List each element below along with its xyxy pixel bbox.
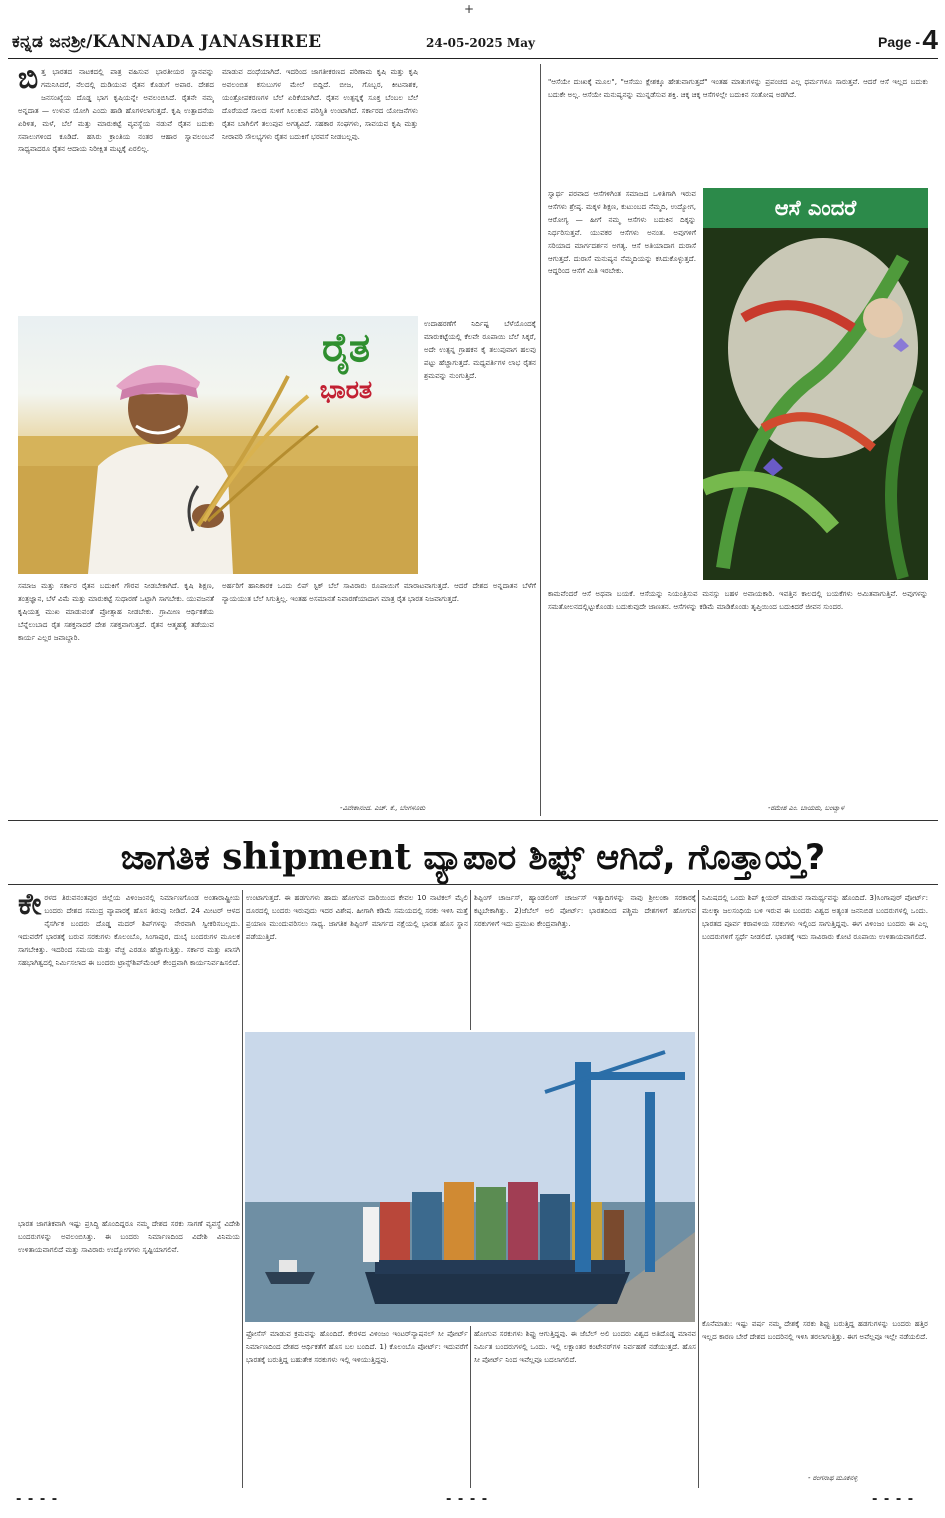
- newspaper-title: ಕನ್ನಡ ಜನಶ್ರೀ/KANNADA JANASHREE: [12, 32, 322, 52]
- issue-date: 24-05-2025 May: [426, 36, 535, 50]
- article-text: "ಆಸೆಯೇ ದುಃಖಕ್ಕೆ ಮೂಲ", "ಆಸೆಯು ಕ್ಲೇಶಕ್ಕೂ ಹೇತುವಾಗುತ್ತದೆ" ಇಂತಹ ಮಾತುಗಳನ್ನು ಪ್ರಪಂಚದ ಎಲ್ಲ ಧರ್ಮಗಳೂ ಸಾರುತ್ತವೆ. ಆದರೆ ಆಸೆ ಇಲ್ಲದ ಬದುಕು ಬದುಕೇ ಅಲ್ಲ. ಆಸೆಯೇ ಮನುಷ್ಯನನ್ನು ಮುನ್ನಡೆಸುವ ಶಕ್ತಿ. ಚಿಕ್ಕ ಚಿಕ್ಕ ಆಸೆಗಳಲ್ಲೇ ಬದುಕಿನ ಸಂತೋಷ ಅಡಗಿದೆ.: [548, 77, 928, 99]
- article-text: ಉದಾಹರಣೆಗೆ ನಿರ್ದಿಷ್ಟ ಬೆಳೆಯೊಂದಕ್ಕೆ ಮಾರುಕಟ್ಟೆಯಲ್ಲಿ ಕೆಲವೇ ರೂಪಾಯಿ ಬೆಲೆ ಸಿಕ್ಕರೆ, ಅದೇ ಉತ್ಪನ್ನ ಗ್ರಾಹಕನ ಕೈ ತಲುಪುವಾಗ ಹಲವು ಪಟ್ಟು ಹೆಚ್ಚಾಗುತ್ತದೆ. ಮಧ್ಯವರ್ತಿಗಳ ಲಾಭ ರೈತನ ಶ್ರಮವನ್ನು ನುಂಗುತ್ತಿದೆ.: [424, 319, 536, 380]
- masthead-rule: [8, 58, 938, 59]
- headline-suffix: ವ್ಯಾಪಾರ ಶಿಫ್ಟ್ ಆಗಿದೆ, ಗೊತ್ತಾಯ್ತ?: [423, 838, 826, 878]
- shipment-headline: [8, 832, 938, 882]
- feature-title: [290, 324, 402, 408]
- farmer-article-byline: -ವಿವೇಕಾನಂದ. ಎಚ್. ಕೆ., ಬೆಂಗಳೂರು: [340, 804, 426, 812]
- column-divider: [698, 890, 699, 1488]
- feature-title-sub: ಭಾರತ: [319, 375, 373, 404]
- hope-article-column-left: [548, 188, 696, 588]
- section-divider: [8, 820, 938, 821]
- article-text: ನಿಮಿಷದಲ್ಲಿ ಒಂದು ಶಿಪ್ ಕ್ಲಿಯರ್ ಮಾಡುವ ಸಾಮರ್ಥ್ಯವನ್ನು ಹೊಂದಿದೆ. 3)ಸಿಂಗಾಪುರ್ ಪೋರ್ಟ್: ಮಲಕ್ಕಾ ಜಲಸಂಧಿಯ ಬಳಿ ಇರುವ ಈ ಬಂದರು ವಿಶ್ವದ ಅತ್ಯಂತ ಜನನಿಬಿಡ ಬಂದರುಗಳಲ್ಲಿ ಒಂದು. ಭಾರತದ ಪೂರ್ವ ಕರಾವಳಿಯ ಸರಕುಗಳು ಇಲ್ಲಿಂದ ಸಾಗುತ್ತಿದ್ದವು. ಈಗ ವಿಳಿಂಜಂ ಬಂದರು ಈ ಎಲ್ಲ ಬಂದರುಗಳಿಗೆ ಸ್ಪರ್ಧೆ ನೀಡಲಿದೆ. ಭಾರತಕ್ಕೆ ಇದು ಸಾವಿರಾರು ಕೋಟಿ ರೂಪಾಯಿ ಉಳಿತಾಯವಾಗಲಿದೆ.: [702, 893, 928, 941]
- footer-right-marks: - - - -: [872, 1492, 915, 1507]
- hope-illustration: [703, 228, 928, 580]
- farmer-article-column-2-bottom: [222, 580, 536, 798]
- container-ship-photo: [245, 1032, 695, 1322]
- article-text: ರಳದ ತಿರುವನಂತಪುರ ಜಿಲ್ಲೆಯ ವಿಳಿಂಜಂನಲ್ಲಿ ನಿರ್ಮಾಣಗೊಂಡ ಅಂತಾರಾಷ್ಟ್ರೀಯ ಬಂದರು ದೇಶದ ಸಮುದ್ರ ವ್ಯಾಪಾರಕ್ಕೆ ಹೊಸ ತಿರುವು ನೀಡಿದೆ. 24 ಮೀಟರ್ ಆಳದ ನೈಸರ್ಗಿಕ ಬಂದರು ದೊಡ್ಡ ಮದರ್ ಶಿಪ್‌ಗಳನ್ನು ನೇರವಾಗಿ ಸ್ವೀಕರಿಸಬಲ್ಲದು. ಇದುವರೆಗೆ ಭಾರತಕ್ಕೆ ಬರುವ ಸರಕುಗಳು ಕೊಲಂಬೊ, ಸಿಂಗಾಪುರ, ದುಬೈ ಬಂದರುಗಳ ಮೂಲಕ ಸಾಗಬೇಕಿತ್ತು. ಇದರಿಂದ ಸಮಯ ಮತ್ತು ವೆಚ್ಚ ಎರಡೂ ಹೆಚ್ಚಾಗುತ್ತಿತ್ತು. ಸರ್ಕಾರ ಮತ್ತು ಖಾಸಗಿ ಸಹಭಾಗಿತ್ವದಲ್ಲಿ ನಿರ್ಮಿಸಲಾದ ಈ ಬಂದರು ಟ್ರಾನ್ಸ್‌ಶಿಪ್‌ಮೆಂಟ್ ಕೇಂದ್ರವಾಗಿ ಕಾರ್ಯನಿರ್ವಹಿಸಲಿದೆ.: [18, 893, 240, 967]
- article-text: ಶಿಪ್ಪಿಂಗ್ ಚಾರ್ಜಸ್, ಹ್ಯಾಂಡಲಿಂಗ್ ಚಾರ್ಜಸ್ ಇತ್ಯಾದಿಗಳನ್ನು ನಾವು ಶ್ರೀಲಂಕಾ ಸರಕಾರಕ್ಕೆ ಕಟ್ಟಬೇಕಾಗಿತ್ತು. 2)ಜೆಬೆಲ್ ಅಲಿ ಪೋರ್ಟ್: ಭಾರತದಿಂದ ಪಶ್ಚಿಮ ದೇಶಗಳಿಗೆ ಹೋಗುವ ಸರಕುಗಳಿಗೆ ಇದು ಪ್ರಮುಖ ಕೇಂದ್ರವಾಗಿತ್ತು.: [474, 893, 696, 928]
- article-text: ಕಾಮವೆಂದರೆ ಆಸೆ ಅಥವಾ ಬಯಕೆ. ಆಸೆಯನ್ನು ನಿಯಂತ್ರಿಸುವ ಮನಸ್ಸು ಬಹಳ ಅವಾಯಕಾರಿ. ಇವತ್ತಿನ ಕಾಲದಲ್ಲಿ ಬಯಕೆಗಳು ಅಮಿತವಾಗುತ್ತಿವೆ. ಅವುಗಳನ್ನು ಸಮತೋಲನದಲ್ಲಿಟ್ಟುಕೊಂಡು ಬದುಕುವುದೇ ಜಾಣತನ. ಆಸೆಗಳನ್ನು ಕಡಿಮೆ ಮಾಡಿಕೊಂಡು ತೃಪ್ತಿಯಿಂದ ಬದುಕಿದರೆ ಜೀವನ ಸುಂದರ.: [548, 589, 928, 611]
- shipment-column-c: [474, 892, 696, 1026]
- article-text: ಉಂಟಾಗುತ್ತದೆ. ಈ ಹಡಗುಗಳು ಹಾದು ಹೋಗುವ ದಾರಿಯಿಂದ ಕೇವಲ 10 ನಾಟಿಕಲ್ ಮೈಲಿ ದೂರದಲ್ಲಿ ಬಂದರು ಇರುವುದು ಇದರ ವಿಶೇಷ. ಹೀಗಾಗಿ ಕಡಿಮೆ ಸಮಯದಲ್ಲಿ ಸರಕು ಇಳಿಸಿ ಮತ್ತೆ ಪ್ರಯಾಣ ಮುಂದುವರಿಸಲು ಸಾಧ್ಯ. ಜಾಗತಿಕ ಶಿಪ್ಪಿಂಗ್ ಮಾರ್ಗದ ನಕ್ಷೆಯಲ್ಲಿ ಭಾರತ ಹೊಸ ಸ್ಥಾನ ಪಡೆಯುತ್ತಿದೆ.: [246, 893, 468, 941]
- shipment-column-d: [702, 892, 928, 1312]
- shipment-column-c-bottom: [474, 1328, 696, 1488]
- farmer-article-column-2: [222, 66, 418, 314]
- feature-title-main: ರೈತ: [321, 325, 371, 371]
- farmer-article-column-1: [18, 66, 214, 314]
- column-divider: [540, 64, 541, 816]
- shipment-column-d-bottom: [702, 1318, 928, 1470]
- headline-latin: shipment: [222, 836, 412, 878]
- hope-banner-title: ಆಸೆ ಎಂದರೆ: [703, 188, 928, 228]
- farmer-article-column-1-bottom: [18, 580, 214, 812]
- page-label: Page -: [877, 34, 920, 50]
- article-text: ಭಾರತ ಜಾಗತಿಕವಾಗಿ ಇಷ್ಟು ಪ್ರಸಿದ್ಧಿ ಹೊಂದಿದ್ದರೂ ನಮ್ಮ ದೇಶದ ಸರಕು ಸಾಗಣೆ ವ್ಯವಸ್ಥೆ ವಿದೇಶಿ ಬಂದರುಗಳನ್ನು ಅವಲಂಬಿಸಿತ್ತು. ಈ ಬಂದರು ನಿರ್ಮಾಣದಿಂದ ವಿದೇಶಿ ವಿನಿಮಯ ಉಳಿತಾಯವಾಗಲಿದೆ ಮತ್ತು ಸಾವಿರಾರು ಉದ್ಯೋಗಗಳು ಸೃಷ್ಟಿಯಾಗಲಿವೆ.: [18, 1219, 240, 1254]
- headline-rule: [8, 884, 938, 885]
- article-text: ಹೋಗುವ ಸರಕುಗಳು ಶಿಫ್ಟು ಆಗುತ್ತಿದ್ದವು. ಈ ಜೆಬೆಲ್ ಅಲಿ ಬಂದರು ವಿಶ್ವದ ಅತಿದೊಡ್ಡ ಮಾನವ ನಿರ್ಮಿತ ಬಂದರುಗಳಲ್ಲಿ ಒಂದು. ಇಲ್ಲಿ ಲಕ್ಷಾಂತರ ಕಂಟೇನರ್‌ಗಳ ನಿರ್ವಹಣೆ ನಡೆಯುತ್ತದೆ. ಹೊಸ ಸೀ ಪೋರ್ಟ್ ನಿಂದ ಇವೆಲ್ಲವೂ ಬದಲಾಗಲಿದೆ.: [474, 1329, 696, 1364]
- hope-article-intro: [548, 76, 928, 186]
- registration-mark-icon: +: [464, 2, 475, 16]
- hope-article-byline: -ರಮೇಶ ಎಂ. ಬಾಯರು, ಬಂಟ್ವಾಳ: [768, 804, 845, 812]
- shipment-column-b-bottom: [246, 1328, 468, 1488]
- farmer-article-column-2-middle: [424, 318, 536, 588]
- footer-left-marks: - - - -: [16, 1492, 59, 1507]
- article-text: ಸಮಾಜ ಮತ್ತು ಸರ್ಕಾರ ರೈತನ ಬದುಕಿಗೆ ಗೌರವ ನೀಡಬೇಕಾಗಿದೆ. ಕೃಷಿ ಶಿಕ್ಷಣ, ತಂತ್ರಜ್ಞಾನ, ಬೆಳೆ ವಿಮೆ ಮತ್ತು ಮಾರುಕಟ್ಟೆ ಸುಧಾರಣೆ ಒಟ್ಟಾಗಿ ಸಾಗಬೇಕು. ಯುವಜನತೆ ಕೃಷಿಯತ್ತ ಮುಖ ಮಾಡುವಂತೆ ಪ್ರೋತ್ಸಾಹ ನೀಡಬೇಕು. ಗ್ರಾಮೀಣ ಆರ್ಥಿಕತೆಯ ಬೆನ್ನೆಲುಬಾದ ರೈತ ಸಶಕ್ತನಾದರೆ ದೇಶ ಸಶಕ್ತವಾಗುತ್ತದೆ. ರೈತನ ಆತ್ಮಹತ್ಯೆ ತಡೆಯುವ ಕಾರ್ಯ ಎಲ್ಲರ ಜವಾಬ್ದಾರಿ.: [18, 581, 214, 642]
- article-text: ಫ್ರೋಸೆಸ್ ಮಾಡುವ ಕ್ರಮವನ್ನು ಹೊಂದಿದೆ. ಕೇರಳದ ವಿಳಿಂಜಂ ಇಂಟರ್‌ನ್ಯಾಷನಲ್ ಸೀ ಪೋರ್ಟ್ ನಿರ್ಮಾಣದಿಂದ ದೇಶದ ಆರ್ಥಿಕತೆಗೆ ಹೊಸ ಬಲ ಬಂದಿದೆ. 1) ಕೊಲಂಬೊ ಪೋರ್ಟ್: ಇದುವರೆಗೆ ಭಾರತಕ್ಕೆ ಬರುತ್ತಿದ್ದ ಬಹುತೇಕ ಸರಕುಗಳು ಇಲ್ಲಿ ಇಳಿಯುತ್ತಿದ್ದವು.: [246, 1329, 468, 1364]
- article-text: ಮಾಡುವ ದಂಧೆಯಾಗಿದೆ. ಇದರಿಂದ ಜಾಗತೀಕರಣದ ಪರಿಣಾಮ ಕೃಷಿ ಮತ್ತು ಕೃಷಿ ಅವಲಂಬಿತ ಕಸುಬುಗಳ ಮೇಲೆ ಬಿದ್ದಿದೆ. ಬೀಜ, ಗೊಬ್ಬರ, ಕೀಟನಾಶಕ, ಯಂತ್ರೋಪಕರಣಗಳ ಬೆಲೆ ಏರಿಕೆಯಾಗಿದೆ. ರೈತನ ಉತ್ಪನ್ನಕ್ಕೆ ಸೂಕ್ತ ಬೆಂಬಲ ಬೆಲೆ ದೊರೆಯದೆ ಸಾಲದ ಸುಳಿಗೆ ಸಿಲುಕುವ ಪರಿಸ್ಥಿತಿ ಉಂಟಾಗಿದೆ. ಸರ್ಕಾರದ ಯೋಜನೆಗಳು ರೈತನ ಬಾಗಿಲಿಗೆ ತಲುಪುವ ಅಗತ್ಯವಿದೆ. ಸಹಕಾರ ಸಂಘಗಳು, ಸಾವಯವ ಕೃಷಿ ಮತ್ತು ನೀರಾವರಿ ಸೌಲಭ್ಯಗಳು ರೈತನ ಬದುಕಿಗೆ ಭರವಸೆ ನೀಡಬಲ್ಲವು.: [222, 67, 418, 141]
- article-text: ಕೊನೆಮಾತು: ಇಷ್ಟು ವರ್ಷ ನಮ್ಮ ದೇಶಕ್ಕೆ ಸರಕು ಶಿಫ್ಟು ಬರುತ್ತಿದ್ದ ಹಡಗುಗಳನ್ನು ಬಂದರು ಹತ್ತಿರ ಇಲ್ಲದ ಕಾರಣ ಬೇರೆ ದೇಶದ ಬಂದರಿನಲ್ಲಿ ಇಳಿಸಿ ತರಲಾಗುತ್ತಿತ್ತು. ಈಗ ಅವೆಲ್ಲವೂ ಇಲ್ಲೇ ನಡೆಯಲಿದೆ.: [702, 1319, 928, 1341]
- shipment-column-b: [246, 892, 468, 1026]
- shipment-column-a: [18, 892, 240, 1212]
- shipment-article-byline: - ರಂಗನಾಥ ಮೂಕನಳ್ಳಿ: [808, 1474, 858, 1482]
- dropcap: ಬಿ: [18, 66, 39, 96]
- page-number: 4: [922, 24, 938, 55]
- column-divider: [470, 890, 471, 1030]
- dropcap: ಕೇ: [18, 892, 42, 922]
- shipment-column-a-bottom: [18, 1218, 240, 1488]
- column-divider: [470, 1326, 471, 1488]
- article-text: ಸ್ವಾರ್ಥ ಪರವಾದ ಆಸೆಗಳಿಗಿಂತ ಸಮಾಜದ ಒಳಿತಿಗಾಗಿ ಇರುವ ಆಸೆಗಳು ಶ್ರೇಷ್ಠ. ಮಕ್ಕಳ ಶಿಕ್ಷಣ, ಕುಟುಂಬದ ನೆಮ್ಮದಿ, ಉದ್ಯೋಗ, ಆರೋಗ್ಯ — ಹೀಗೆ ನಮ್ಮ ಆಸೆಗಳು ಬದುಕಿನ ದಿಕ್ಕನ್ನು ನಿರ್ಧರಿಸುತ್ತವೆ. ಯುವಕರ ಆಸೆಗಳು ಅನಂತ. ಅವುಗಳಿಗೆ ಸರಿಯಾದ ಮಾರ್ಗದರ್ಶನ ಅಗತ್ಯ. ಆಸೆ ಅತಿಯಾದಾಗ ದುರಾಸೆ ಆಗುತ್ತದೆ. ದುರಾಸೆ ಮನುಷ್ಯನ ನೆಮ್ಮದಿಯನ್ನು ಕಸಿದುಕೊಳ್ಳುತ್ತದೆ. ಆದ್ದರಿಂದ ಆಸೆಗೆ ಮಿತಿ ಇರಬೇಕು.: [548, 189, 696, 276]
- headline-prefix: ಜಾಗತಿಕ: [120, 838, 210, 878]
- hope-article-column-bottom: [548, 588, 928, 802]
- footer-center-marks: - - - -: [446, 1492, 489, 1507]
- article-text: ತ್ತ ಭಾರತದ ನಾಟಕದಲ್ಲಿ ಪಾತ್ರ ವಹಿಸುವ ಭಾರತೀಯರ ಸ್ಥಾನವನ್ನು ಗಮನಿಸಿದರೆ, ನೆಲದಲ್ಲಿ ದುಡಿಯುವ ರೈತನ ಕೊಡುಗೆ ಅಪಾರ. ದೇಶದ ಜನಸಂಖ್ಯೆಯ ದೊಡ್ಡ ಭಾಗ ಕೃಷಿಯನ್ನೇ ಅವಲಂಬಿಸಿದೆ. ರೈತನೇ ನಮ್ಮ ಅನ್ನದಾತ — ಉಳುವ ಯೋಗಿ ಎಂದು ಹಾಡಿ ಹೊಗಳಲಾಗುತ್ತದೆ. ಕೃಷಿ ಉತ್ಪಾದನೆಯ ಏರಿಳಿತ, ಮಳೆ, ಬೆಲೆ ಮತ್ತು ಮಾರುಕಟ್ಟೆ ವ್ಯವಸ್ಥೆಯ ನಡುವೆ ರೈತನ ಬದುಕು ಸವಾಲುಗಳಿಂದ ಕೂಡಿದೆ. ಹಸಿರು ಕ್ರಾಂತಿಯ ನಂತರ ಆಹಾರ ಸ್ವಾವಲಂಬನೆ ಸಾಧ್ಯವಾದರೂ ರೈತನ ಆದಾಯ ನಿರೀಕ್ಷಿತ ಮಟ್ಟಕ್ಕೆ ಏರಲಿಲ್ಲ.: [18, 67, 214, 154]
- masthead: [8, 20, 938, 62]
- article-text: ಅರ್ಹರಿಗೆ ಹಾನಿಕಾರಕ ಒಂದು ಲಿಪ್ ಸ್ಟಿಕ್ ಬೆಲೆ ಸಾವಿರಾರು ರೂಪಾಯಿಗೆ ಮಾರಾಟವಾಗುತ್ತದೆ. ಆದರೆ ದೇಶದ ಅನ್ನದಾತನ ಬೆಳೆಗೆ ನ್ಯಾಯಯುತ ಬೆಲೆ ಸಿಗುತ್ತಿಲ್ಲ. ಇಂತಹ ಅಸಮಾನತೆ ನಿವಾರಣೆಯಾದಾಗ ಮಾತ್ರ ರೈತ ಭಾರತ ನಿಜವಾಗುತ್ತದೆ.: [222, 581, 536, 603]
- column-divider: [242, 890, 243, 1488]
